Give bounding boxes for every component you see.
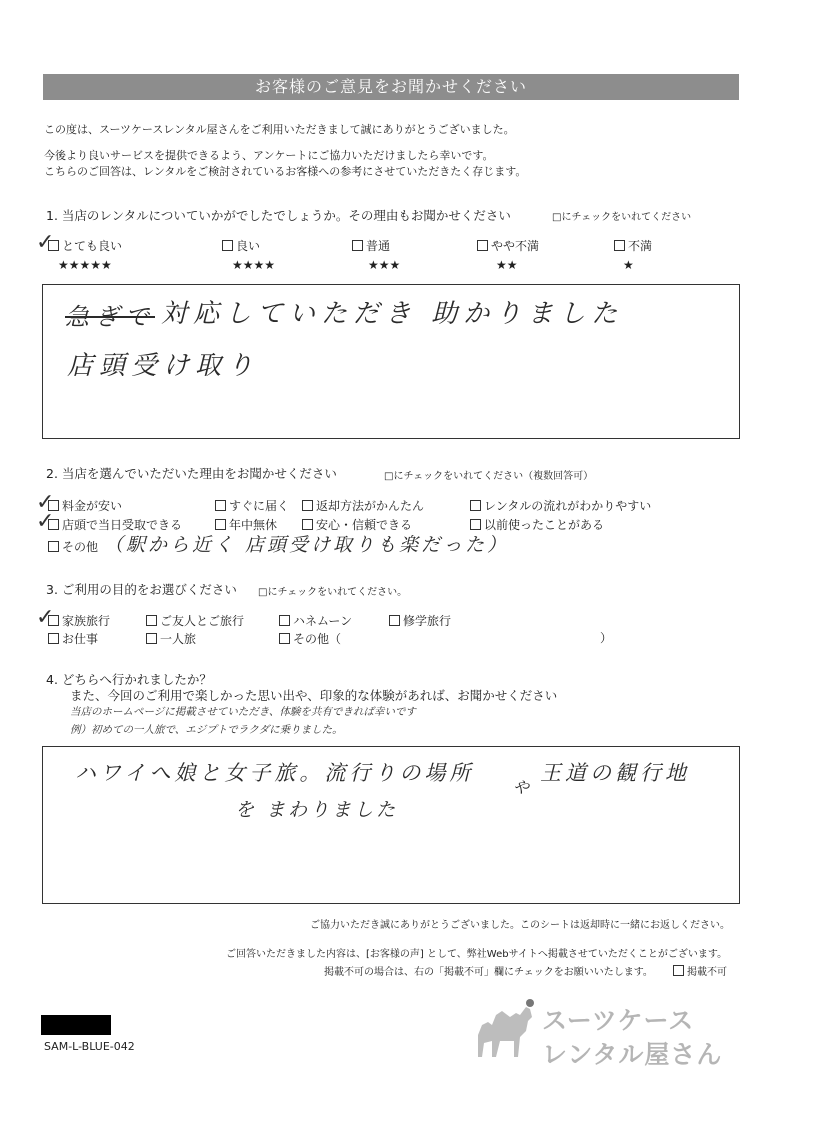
checkbox[interactable] [146,633,157,644]
q3-option-label: 一人旅 [160,632,197,646]
q1-question: 1. 当店のレンタルについていかがでしたでしょうか。その理由もお聞かせください [46,208,511,223]
q4-answer-insert: や [513,778,536,797]
q1-stars-4: ★★★★ [232,258,276,272]
q2-option-other[interactable] [48,538,98,555]
q1-option-good[interactable] [222,237,260,254]
q2-option-label: すぐに届く [229,499,290,513]
checkbox[interactable] [48,541,59,552]
brand-name-line-1: スーツケース [542,1006,695,1035]
checkbox[interactable] [215,500,226,511]
checkbox[interactable] [477,240,488,251]
checkmark-icon: ✓ [36,605,55,630]
checkmark-icon: ✓ [36,509,55,534]
q4-line-4: 例）初めての一人旅で、エジプトでラクダに乗りました。 [70,724,343,736]
q2-option-fast-delivery[interactable] [215,497,289,514]
checkbox[interactable] [614,240,625,251]
checkbox[interactable] [215,519,226,530]
checkbox[interactable] [146,615,157,626]
brand-logo [470,995,723,1070]
q2-option-label: 返却方法がかんたん [316,499,425,513]
q1-note: □にチェックをいれてください [552,212,692,223]
q2-note: □にチェックをいれてください（複数回答可） [384,471,594,482]
q3-option-label: 修学旅行 [403,614,452,628]
footer-opt-out-note: 掲載不可の場合は、右の「掲載不可」欄にチェックをお願いいたします。 [324,967,653,978]
intro-line-2: 今後より良いサービスを提供できるよう、アンケートにご協力いただけましたら幸いです。 [44,149,494,162]
q3-option-label: ハネムーン [293,614,353,628]
camel-icon [470,995,540,1067]
checkbox[interactable] [302,519,313,530]
checkbox[interactable] [302,500,313,511]
q1-answer-box[interactable] [42,284,740,439]
q1-answer-struck: 急ぎで [65,303,155,331]
q2-option-label: 料金が安い [62,499,123,513]
q3-option-label: お仕事 [62,632,99,646]
q2-option-label: 以前使ったことがある [484,518,605,532]
q4-line-3: 当店のホームページに掲載させていただき、体験を共有できれば幸いです [70,706,416,718]
q2-question: 2. 当店を選んでいただいた理由をお聞かせください [46,466,337,481]
q2-option-easy-return[interactable] [302,497,424,514]
checkbox[interactable] [389,615,400,626]
q4-answer-line-2: を まわりました [235,799,399,821]
sheet-code: SAM-L-BLUE-042 [44,1040,135,1053]
q2-option-label: 安心・信頼できる [316,518,413,532]
q3-option-family[interactable] [48,612,110,629]
q1-option-label: 不満 [628,239,653,253]
q4-answer-line-1: ハワイへ娘と女子旅。流行りの場所 [75,761,475,785]
redacted-block [41,1015,111,1035]
q3-option-label: ご友人とご旅行 [160,614,245,628]
q3-option-label: その他（ [293,632,342,646]
q2-option-label: 年中無休 [229,518,278,532]
footer-thanks: ご協力いただき誠にありがとうございました。このシートは返却時に一緒にお返しください。 [310,920,730,931]
q2-option-price[interactable] [48,497,122,514]
intro-line-3: こちらのご回答は、レンタルをご検討されているお客様への参考にさせていただきたく存じます。 [44,165,527,178]
q2-other-answer: （駅から近く 店頭受け取りも楽だった） [104,534,510,556]
checkbox[interactable] [279,633,290,644]
q1-stars-1: ★ [623,258,634,272]
q3-option-label: 家族旅行 [62,614,111,628]
q1-option-somewhat-dissatisfied[interactable] [477,237,539,254]
checkbox[interactable] [673,965,684,976]
q3-option-work[interactable] [48,630,98,647]
checkbox[interactable] [352,240,363,251]
q1-option-label: とても良い [62,239,123,253]
q2-option-label: レンタルの流れがわかりやすい [484,499,652,513]
q4-question: 4. どちらへ行かれましたか？ [46,672,212,687]
q1-stars-3: ★★★ [368,258,401,272]
q3-other-close: ） [600,631,613,645]
q1-option-dissatisfied[interactable] [614,237,652,254]
q1-answer-line-1: 対応していただき 助かりました [161,299,624,329]
q2-option-label: 店頭で当日受取できる [62,518,183,532]
q3-option-school-trip[interactable] [389,612,451,629]
q1-option-label: やや不満 [491,239,540,253]
checkbox[interactable] [48,633,59,644]
q3-option-solo[interactable] [146,630,196,647]
q2-option-label: その他 [62,540,99,554]
footer-publish-note: ご回答いただきました内容は、[お客様の声] として、弊社Webサイトへ掲載させていただくことがございます。 [226,949,728,960]
opt-out-label: 掲載不可 [687,967,727,978]
checkbox[interactable] [470,500,481,511]
opt-out-checkbox[interactable] [673,963,727,978]
intro-line-1: この度は、スーツケースレンタル屋さんをご利用いただきまして誠にありがとうございました。 [44,123,515,136]
q4-answer-box[interactable] [42,746,740,904]
checkmark-icon: ✓ [36,490,55,515]
q3-option-friends[interactable] [146,612,244,629]
q1-option-average[interactable] [352,237,390,254]
checkbox[interactable] [470,519,481,530]
q3-option-honeymoon[interactable] [279,612,352,629]
q3-option-other[interactable] [279,630,341,647]
checkbox[interactable] [222,240,233,251]
checkbox[interactable] [279,615,290,626]
q4-answer-line-1b: 王道の観行地 [540,761,690,785]
checkmark-icon: ✓ [36,230,55,255]
q1-option-label: 良い [236,239,261,253]
q1-stars-5: ★★★★★ [58,258,112,272]
q1-option-label: 普通 [366,239,391,253]
page-title: お客様のご意見をお聞かせください [43,74,739,100]
q1-answer-line-2: 店頭受け取り [67,351,260,381]
q1-stars-2: ★★ [496,258,518,272]
q4-line-2: また、今回のご利用で楽しかった思い出や、印象的な体験があれば、お聞かせください [70,688,558,703]
q3-question: 3. ご利用の目的をお選びください [46,582,237,597]
q3-note: □にチェックをいれてください。 [258,587,408,598]
q2-option-easy-flow[interactable] [470,497,651,514]
q1-option-very-good[interactable] [48,237,122,254]
brand-name-line-2: レンタル屋さん [542,1040,723,1069]
